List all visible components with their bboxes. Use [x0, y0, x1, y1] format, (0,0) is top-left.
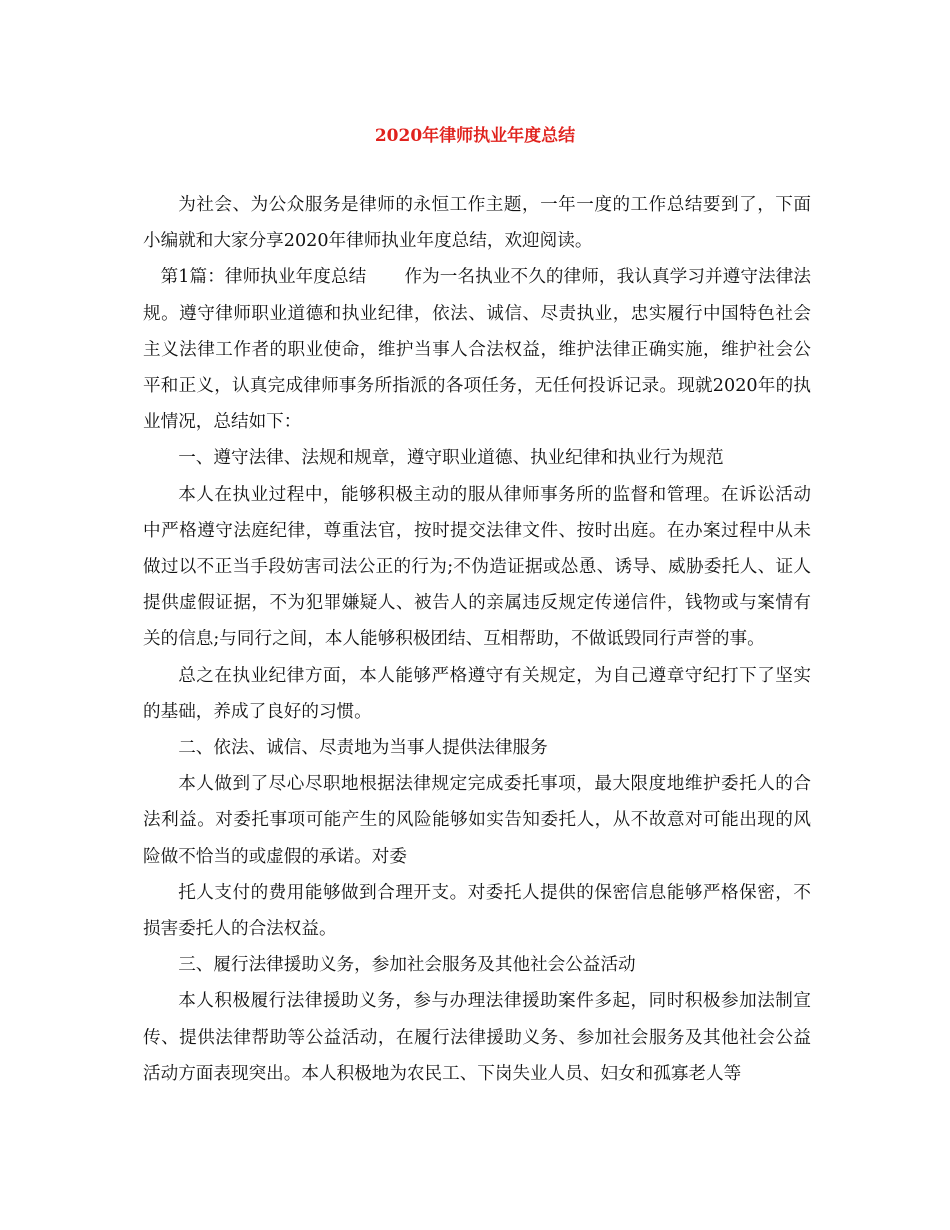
document-title: 2020年律师执业年度总结 [374, 126, 576, 146]
document-body [143, 187, 811, 1092]
body-paragraph-2: 总之在执业纪律方面，本人能够严格遵守有关规定，为自己遵章守纪打下了坚实的基础，养成了良好的习惯。 [143, 665, 811, 722]
body-paragraph-4: 托人支付的费用能够做到合理开支。对委托人提供的保密信息能够严格保密，不损害委托人的合法权益。 [143, 882, 811, 940]
body-paragraph-1: 本人在执业过程中，能够积极主动的服从律师事务所的监督和管理。在诉讼活动中严格遵守法庭纪律，尊重法官，按时提交法律文件、按时出庭。在办案过程中从未做过以不正当手段妨害司法公正的行为;不伪造证据或怂恿、诱导、威胁委托人、证人提供虚假证据，不为犯罪嫌疑人、被告人的亲属违反规定传递信件，钱物或与案情有关的信息;与同行之间，本人能够积极团结、互相帮助，不做诋毁同行声誉的事。 [143, 484, 811, 650]
heading-2: 二、依法、诚信、尽责地为当事人提供法律服务 [178, 738, 548, 759]
section-1-paragraph [143, 259, 811, 440]
body-paragraph-5: 本人积极履行法律援助义务，参与办理法律援助案件多起，同时积极参加法制宣传、提供法律帮助等公益活动，在履行法律援助义务、参加社会服务及其他社会公益活动方面表现突出。本人积极地为农民工、下岗失业人员、妇女和孤寡老人等 [143, 991, 811, 1084]
body-paragraph-3: 本人做到了尽心尽职地根据法律规定完成委托事项，最大限度地维护委托人的合法利益。对委托事项可能产生的风险能够如实告知委托人，从不故意对可能出现的风险做不恰当的或虚假的承诺。对委 [143, 774, 811, 867]
intro-paragraph: 为社会、为公众服务是律师的永恒工作主题，一年一度的工作总结要到了，下面小编就和大家分享2020年律师执业年度总结，欢迎阅读。 [143, 195, 811, 252]
section-1-label: 第1篇：律师执业年度总结 [160, 267, 367, 288]
section-1-text: 作为一名执业不久的律师，我认真学习并遵守法律法规。遵守律师职业道德和执业纪律，依法、诚信、尽责执业，忠实履行中国特色社会主义法律工作者的职业使命，维护当事人合法权益，维护法律正确实施，维护社会公平和正义，认真完成律师事务所指派的各项任务，无任何投诉记录。现就2020年的执业情况，总结如下： [143, 267, 811, 433]
heading-3: 三、履行法律援助义务，参加社会服务及其他社会公益活动 [178, 955, 636, 976]
heading-1: 一、遵守法律、法规和规章，遵守职业道德、执业纪律和执业行为规范 [178, 448, 724, 469]
